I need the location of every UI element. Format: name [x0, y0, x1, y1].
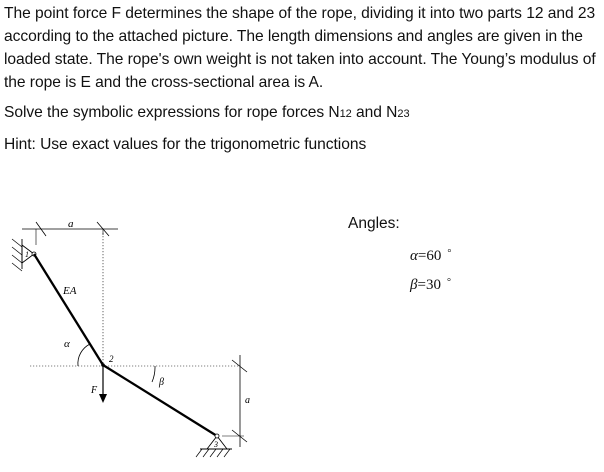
problem-task: Solve the symbolic expressions for rope forces N12 and N23 — [4, 104, 410, 121]
rope-segment-23 — [103, 365, 217, 436]
beta-unit: ° — [446, 277, 451, 288]
rope-diagram — [0, 205, 300, 467]
label-EA: EA — [63, 285, 77, 297]
label-a-top: a — [68, 218, 74, 230]
node-3-label: 3 — [214, 440, 218, 449]
rope-figure — [0, 205, 300, 472]
problem-statement: The point force F determines the shape of the rope, dividing it into two parts 12 and 23 according to the attached picture. The length dimensions and angles are given in the loaded state. The rope's own weight is not taken into account. The Young’s modulus of the rope is E and the cross-sectional area is A. — [4, 5, 596, 91]
alpha-arc — [78, 344, 90, 366]
problem-hint: Hint: Use exact values for the trigonometric functions — [4, 136, 367, 153]
label-F: F — [91, 385, 98, 396]
label-a-right: a — [245, 395, 250, 406]
problem-text — [4, 2, 602, 156]
beta-arc — [152, 366, 155, 382]
alpha-unit: ° — [447, 248, 452, 259]
node-2-label: 2 — [109, 354, 114, 364]
node-3-pin — [215, 434, 219, 438]
angle-beta-row — [410, 277, 451, 294]
label-alpha: α — [64, 338, 70, 350]
angles-title: Angles: — [348, 215, 400, 232]
beta-symbol: β — [410, 277, 418, 293]
beta-value: =30 — [417, 277, 441, 293]
angle-alpha-row — [410, 248, 451, 265]
label-beta: β — [159, 377, 164, 388]
alpha-symbol: α — [410, 248, 418, 264]
force-arrow-head — [99, 394, 107, 403]
alpha-value: =60 — [417, 248, 442, 264]
node-1-label: 1 — [25, 250, 29, 259]
